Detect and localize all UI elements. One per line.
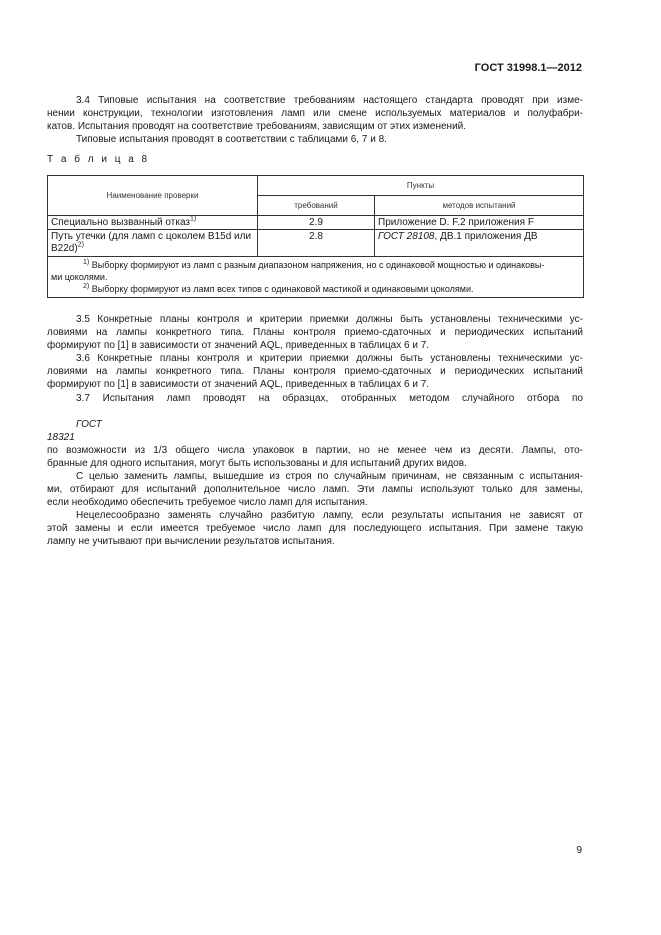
page-number: 9 (576, 845, 582, 856)
cell-check-name: Путь утечки (для ламп с цоколем B15d или B22d)$^{2)}$ (48, 230, 258, 257)
header-test-methods: методов испытаний (375, 196, 584, 216)
text-line: этой замены и если имеется требуемое число ламп для последующего испытания. При замене такую (47, 523, 583, 534)
text-line: Нецелесообразно заменять случайно разбитую лампу, если результаты испытания не зависят от (76, 510, 583, 521)
header-points: Пункты (258, 176, 584, 196)
text-line: бранные для одного испытания, могут быть использованы и для испытаний других видов. (47, 458, 467, 469)
cell-check-name: Специально вызванный отказ$^{1)}$ (48, 216, 258, 230)
table-notes-row (48, 257, 584, 298)
text-line: нении конструкции, технологии изготовления ламп или смене используемых материалов и полуфабри- (47, 108, 583, 119)
text-line: С целью заменить лампы, вышедшие из строя по случайным причинам, не связанным с испытания- (76, 471, 583, 482)
text-line: 3.6 Конкретные планы контроля и критерии приемки должны быть установлены техническими ус- (76, 353, 583, 364)
footnote-2: $^{2)}$ Выборку формируют из ламп всех типов с одинаковой мастикой и одинаковыми цоколями. (83, 283, 474, 294)
text-line: 3.4 Типовые испытания на соответствие требованиям настоящего стандарта проводят при изме- (76, 95, 583, 106)
standard-reference: 18321 (47, 432, 75, 443)
text-line: формируют по [1] в зависимости от значений AQL, приведенных в таблицах 6 и 7. (47, 340, 430, 351)
text-line: 3.7 Испытания ламп проводят на образцах, отобранных методом случайного отбора по ГОСТ (76, 393, 583, 430)
table-8 (47, 175, 584, 298)
table-row (48, 230, 584, 257)
header-requirements: требований (258, 196, 375, 216)
table-row (48, 216, 584, 230)
text-line: 3.5 Конкретные планы контроля и критерии приемки должны быть установлены техническими ус- (76, 314, 583, 325)
cell-method: ГОСТ 28108, ДВ.1 приложения ДВ (375, 230, 584, 257)
section-3-7 (47, 392, 583, 548)
standard-reference: ГОСТ (76, 419, 102, 430)
text-line: 18321 по возможности из 1/3 общего числа упаковок в партии, но не менее чем из десяти. Лампы, ото- (47, 432, 583, 456)
footnote-1-continued: ми цоколями. (51, 272, 108, 282)
text-line: ловиями на лампы конкретного типа. Планы контроля приемо-сдаточных и периодических испытаний (47, 327, 583, 338)
text-line: ми, отбирают для испытаний дополнительное число ламп. Эти лампы используют только для замены, (47, 484, 583, 495)
document-code-header: ГОСТ 31998.1—2012 (474, 62, 582, 74)
footnote-ref: 1) (189, 215, 197, 223)
cell-requirement: 2.9 (258, 216, 375, 230)
footnote-1: $^{1)}$ Выборку формируют из ламп с разным диапазоном напряжения, но с одинаковой мощностью и одинаковы- (83, 259, 545, 270)
section-3-5 (47, 313, 583, 352)
text-line: Типовые испытания проводят в соответствии с таблицами 6, 7 и 8. (76, 134, 387, 145)
section-3-6 (47, 352, 583, 391)
header-check-name: Наименование проверки (48, 176, 258, 216)
text-line: если необходимо обеспечить требуемое число ламп для испытания. (47, 497, 368, 508)
text-line: катов. Испытания проводят на соответствие требованиям, зависящим от этих изменений. (47, 121, 467, 132)
section-3-4 (47, 94, 583, 146)
footnote-ref: 2) (77, 241, 84, 249)
text-line: ловиями на лампы конкретного типа. Планы контроля приемо-сдаточных и периодических испытаний (47, 366, 583, 377)
table-notes (48, 257, 584, 298)
text-line: лампу не учитывают при вычислении результатов испытания. (47, 536, 335, 547)
text-line: формируют по [1] в зависимости от значений AQL, приведенных в таблицах 6 и 7. (47, 379, 430, 390)
cell-requirement: 2.8 (258, 230, 375, 257)
cell-method: Приложение D. F.2 приложения F (375, 216, 584, 230)
table-caption: Т а б л и ц а 8 (47, 154, 150, 165)
